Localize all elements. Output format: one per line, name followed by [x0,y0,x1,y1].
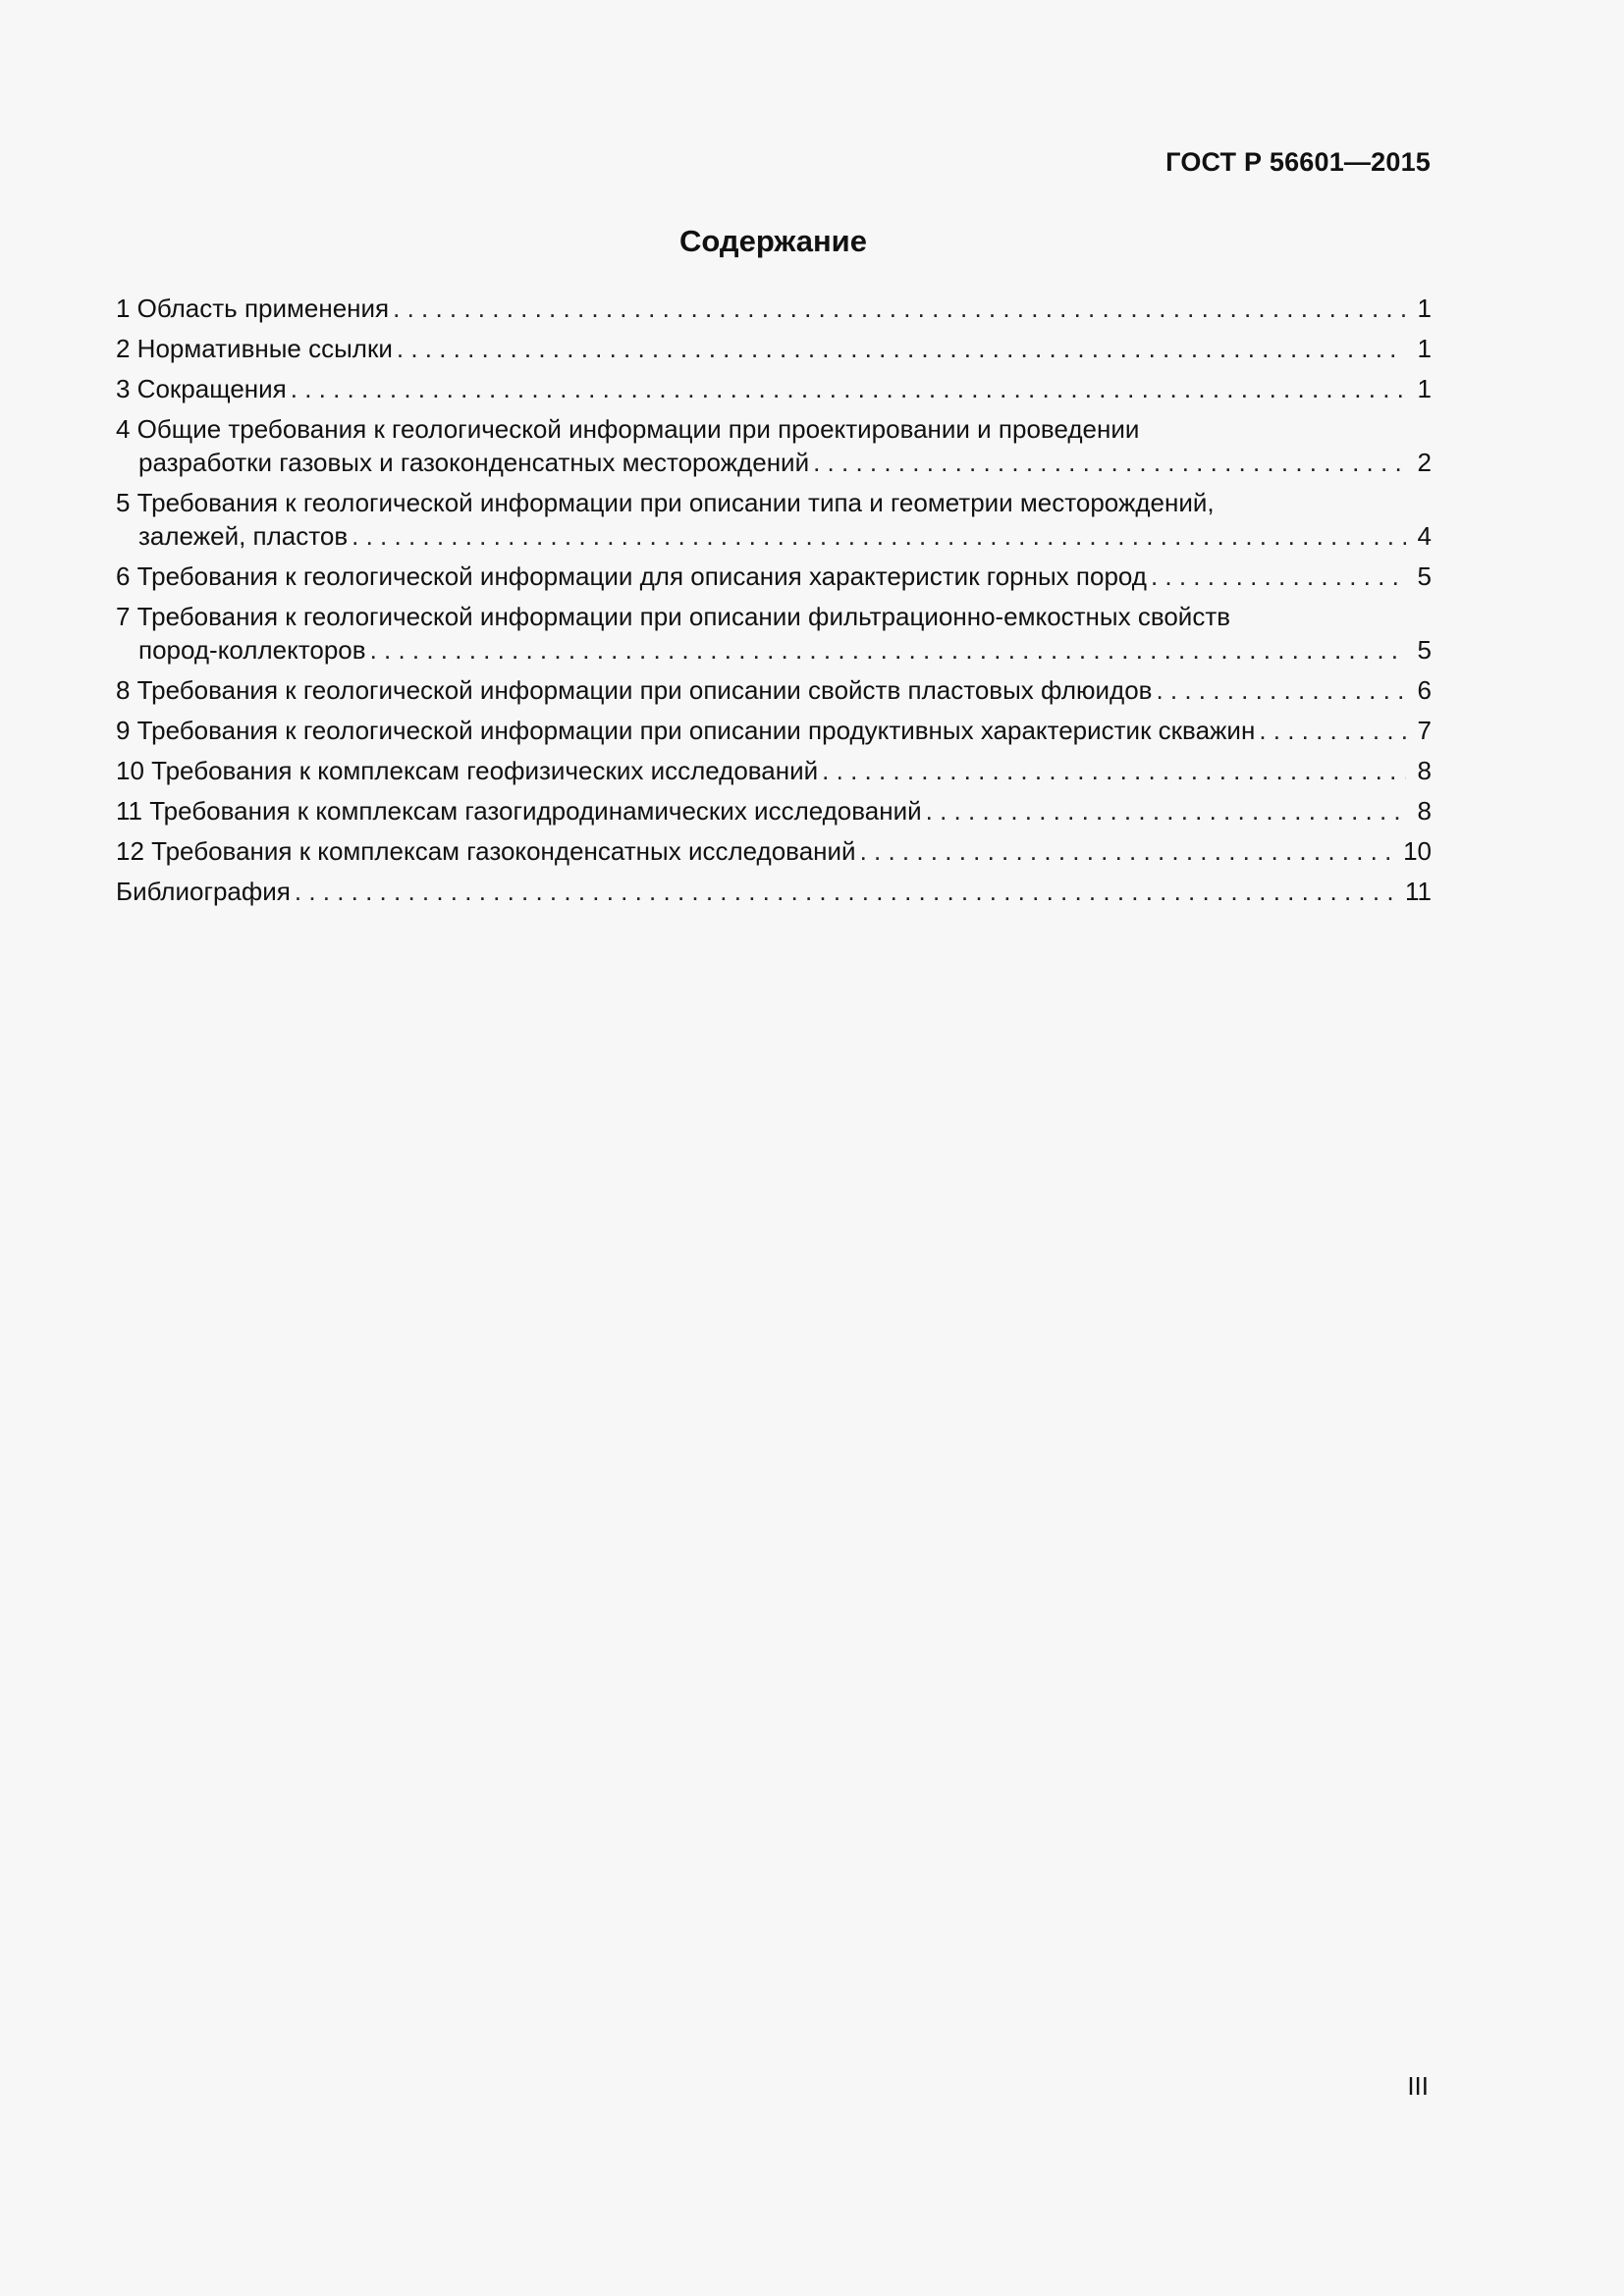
toc-entry[interactable] [116,560,1432,593]
toc-entry-page: 4 [1417,521,1432,551]
toc-entry-page: 1 [1417,334,1432,363]
toc-entry-page: 6 [1417,675,1432,705]
toc-entry[interactable] [116,600,1432,667]
toc-entry[interactable] [116,412,1432,479]
toc-dot-leader [393,292,1406,325]
toc-dot-leader [370,633,1406,667]
toc-dot-leader [813,446,1406,479]
toc-entry-title: пород-коллекторов [138,635,366,665]
toc-entry[interactable] [116,673,1432,707]
toc-entry-title: 6 Требования к геологической информации для описания характеристик горных пород [116,561,1147,591]
toc-entry[interactable] [116,834,1432,868]
toc-entry-page: 7 [1417,716,1432,745]
toc-dot-leader [397,332,1406,365]
table-of-contents [116,292,1432,915]
toc-entry-page: 5 [1417,561,1432,591]
toc-dot-leader [860,834,1400,868]
toc-dot-leader [1259,714,1406,747]
toc-dot-leader [352,519,1406,553]
page-number: III [1407,2071,1429,2101]
toc-entry-title: 2 Нормативные ссылки [116,334,393,363]
toc-entry-title-line: 4 Общие требования к геологической информации при проектировании и проведении [116,414,1140,444]
toc-entry-page: 10 [1403,836,1432,866]
toc-entry-page: 1 [1417,294,1432,323]
toc-entry-title: разработки газовых и газоконденсатных месторождений [138,448,810,477]
toc-entry[interactable] [116,292,1432,325]
toc-dot-leader [291,372,1406,405]
toc-entry-title: 11 Требования к комплексам газогидродинамических исследований [116,796,922,826]
toc-entry-title: 10 Требования к комплексам геофизических исследований [116,756,819,785]
toc-entry[interactable] [116,486,1432,553]
toc-dot-leader [295,875,1401,908]
toc-entry[interactable] [116,714,1432,747]
toc-entry[interactable] [116,875,1432,908]
toc-dot-leader [926,794,1406,828]
standard-code: ГОСТ Р 56601—2015 [1165,147,1431,177]
toc-entry-title: 9 Требования к геологической информации при описании продуктивных характеристик скважин [116,716,1256,745]
toc-dot-leader [1151,560,1406,593]
toc-entry-title: 8 Требования к геологической информации при описании свойств пластовых флюидов [116,675,1153,705]
toc-dot-leader [822,754,1406,787]
toc-entry-title-line: 7 Требования к геологической информации при описании фильтрационно-емкостных свойств [116,602,1231,631]
toc-entry-page: 5 [1417,635,1432,665]
toc-entry-page: 8 [1417,796,1432,826]
toc-entry-title: 1 Область применения [116,294,390,323]
toc-entry[interactable] [116,754,1432,787]
toc-entry-page: 1 [1417,374,1432,403]
toc-entry-page: 2 [1417,448,1432,477]
toc-dot-leader [1156,673,1406,707]
toc-entry[interactable] [116,372,1432,405]
toc-entry-page: 8 [1417,756,1432,785]
toc-entry-title-line: 5 Требования к геологической информации при описании типа и геометрии месторождений, [116,488,1215,517]
toc-entry-title: 12 Требования к комплексам газоконденсатных исследований [116,836,856,866]
toc-entry[interactable] [116,794,1432,828]
toc-entry-title: 3 Сокращения [116,374,287,403]
page-title: Содержание [679,224,867,258]
toc-entry-title: залежей, пластов [138,521,349,551]
toc-entry-title: Библиография [116,877,291,906]
toc-entry[interactable] [116,332,1432,365]
toc-entry-page: 11 [1405,877,1432,906]
